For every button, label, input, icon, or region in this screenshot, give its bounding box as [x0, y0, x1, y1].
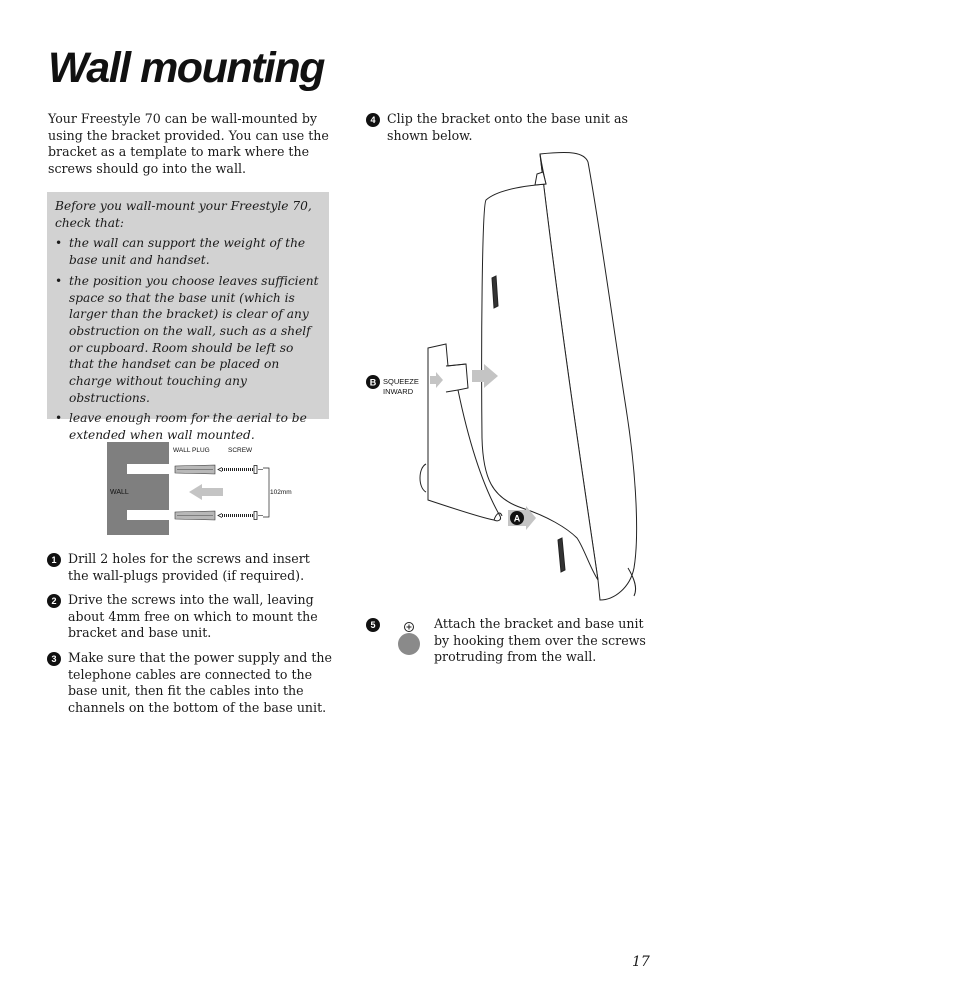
inward-label: INWARD [383, 387, 414, 396]
note-list [55, 235, 321, 443]
step-number-badge: 2 [47, 594, 61, 608]
wall-label: WALL [110, 489, 129, 496]
screw-label: SCREW [228, 447, 253, 454]
screw-icon [218, 466, 263, 474]
wall-plug-icon [175, 511, 215, 520]
steps-list [47, 551, 332, 724]
step-number-badge: 1 [47, 553, 61, 567]
squeeze-label: SQUEEZE [383, 377, 419, 386]
marker-b-label: B [369, 377, 377, 388]
step-item [47, 592, 332, 642]
screw-icon [218, 512, 263, 520]
note-item: • the wall can support the weight of the base unit and handset. [55, 235, 321, 268]
step-text: Make sure that the power supply and the telephone cables are connected to the base unit, then fit the cables into the channels on the bottom of the base unit. [68, 649, 332, 715]
note-item: • the position you choose leaves sufficient space so that the base unit (which is larger than the bracket) is clear of any obstruction on the wall, such as a shelf or cupboard. Room should be left so that the handset can be placed on charge without touching any obstructions. [55, 273, 321, 407]
marker-a-label: A [513, 513, 521, 524]
step-item [47, 650, 332, 716]
bracket-clip-diagram [362, 148, 652, 610]
wall-plug-label: WALL PLUG [173, 447, 210, 454]
page-title: Wall mounting [48, 44, 324, 92]
arrow-left-icon [189, 484, 223, 500]
step-number-badge: 3 [47, 652, 61, 666]
wall-hole-bottom [127, 510, 169, 520]
dimension-bracket [263, 468, 269, 517]
step-text: Drill 2 holes for the screws and insert the wall-plugs provided (if required). [68, 551, 310, 583]
page-number: 17 [632, 954, 650, 970]
wall-plug-icon [175, 465, 215, 474]
wall-hole-top [127, 464, 169, 474]
note-item: • leave enough room for the aerial to be extended when wall mounted. [55, 410, 321, 443]
note-box [47, 192, 329, 443]
intro-paragraph: Your Freestyle 70 can be wall-mounted by using the bracket provided. You can use the bracket as a template to mark where the screws should go into the wall. [48, 111, 329, 176]
note-lead: Before you wall-mount your Freestyle 70, check that: [55, 199, 312, 230]
distance-label: 102mm [270, 489, 292, 496]
step-item [366, 111, 672, 144]
step-text: Drive the screws into the wall, leaving about 4mm free on which to mount the bracket and base unit. [68, 592, 318, 641]
step-text: Attach the bracket and base unit by hooking them over the screws protruding from the wall. [434, 616, 646, 665]
step-number-badge: 5 [366, 618, 380, 632]
step-number-badge: 4 [366, 113, 380, 127]
wall-screw-icon [397, 622, 421, 656]
step-item [47, 551, 332, 584]
wall-plug-diagram [105, 440, 295, 538]
step-text: Clip the bracket onto the base unit as shown below. [387, 111, 628, 143]
